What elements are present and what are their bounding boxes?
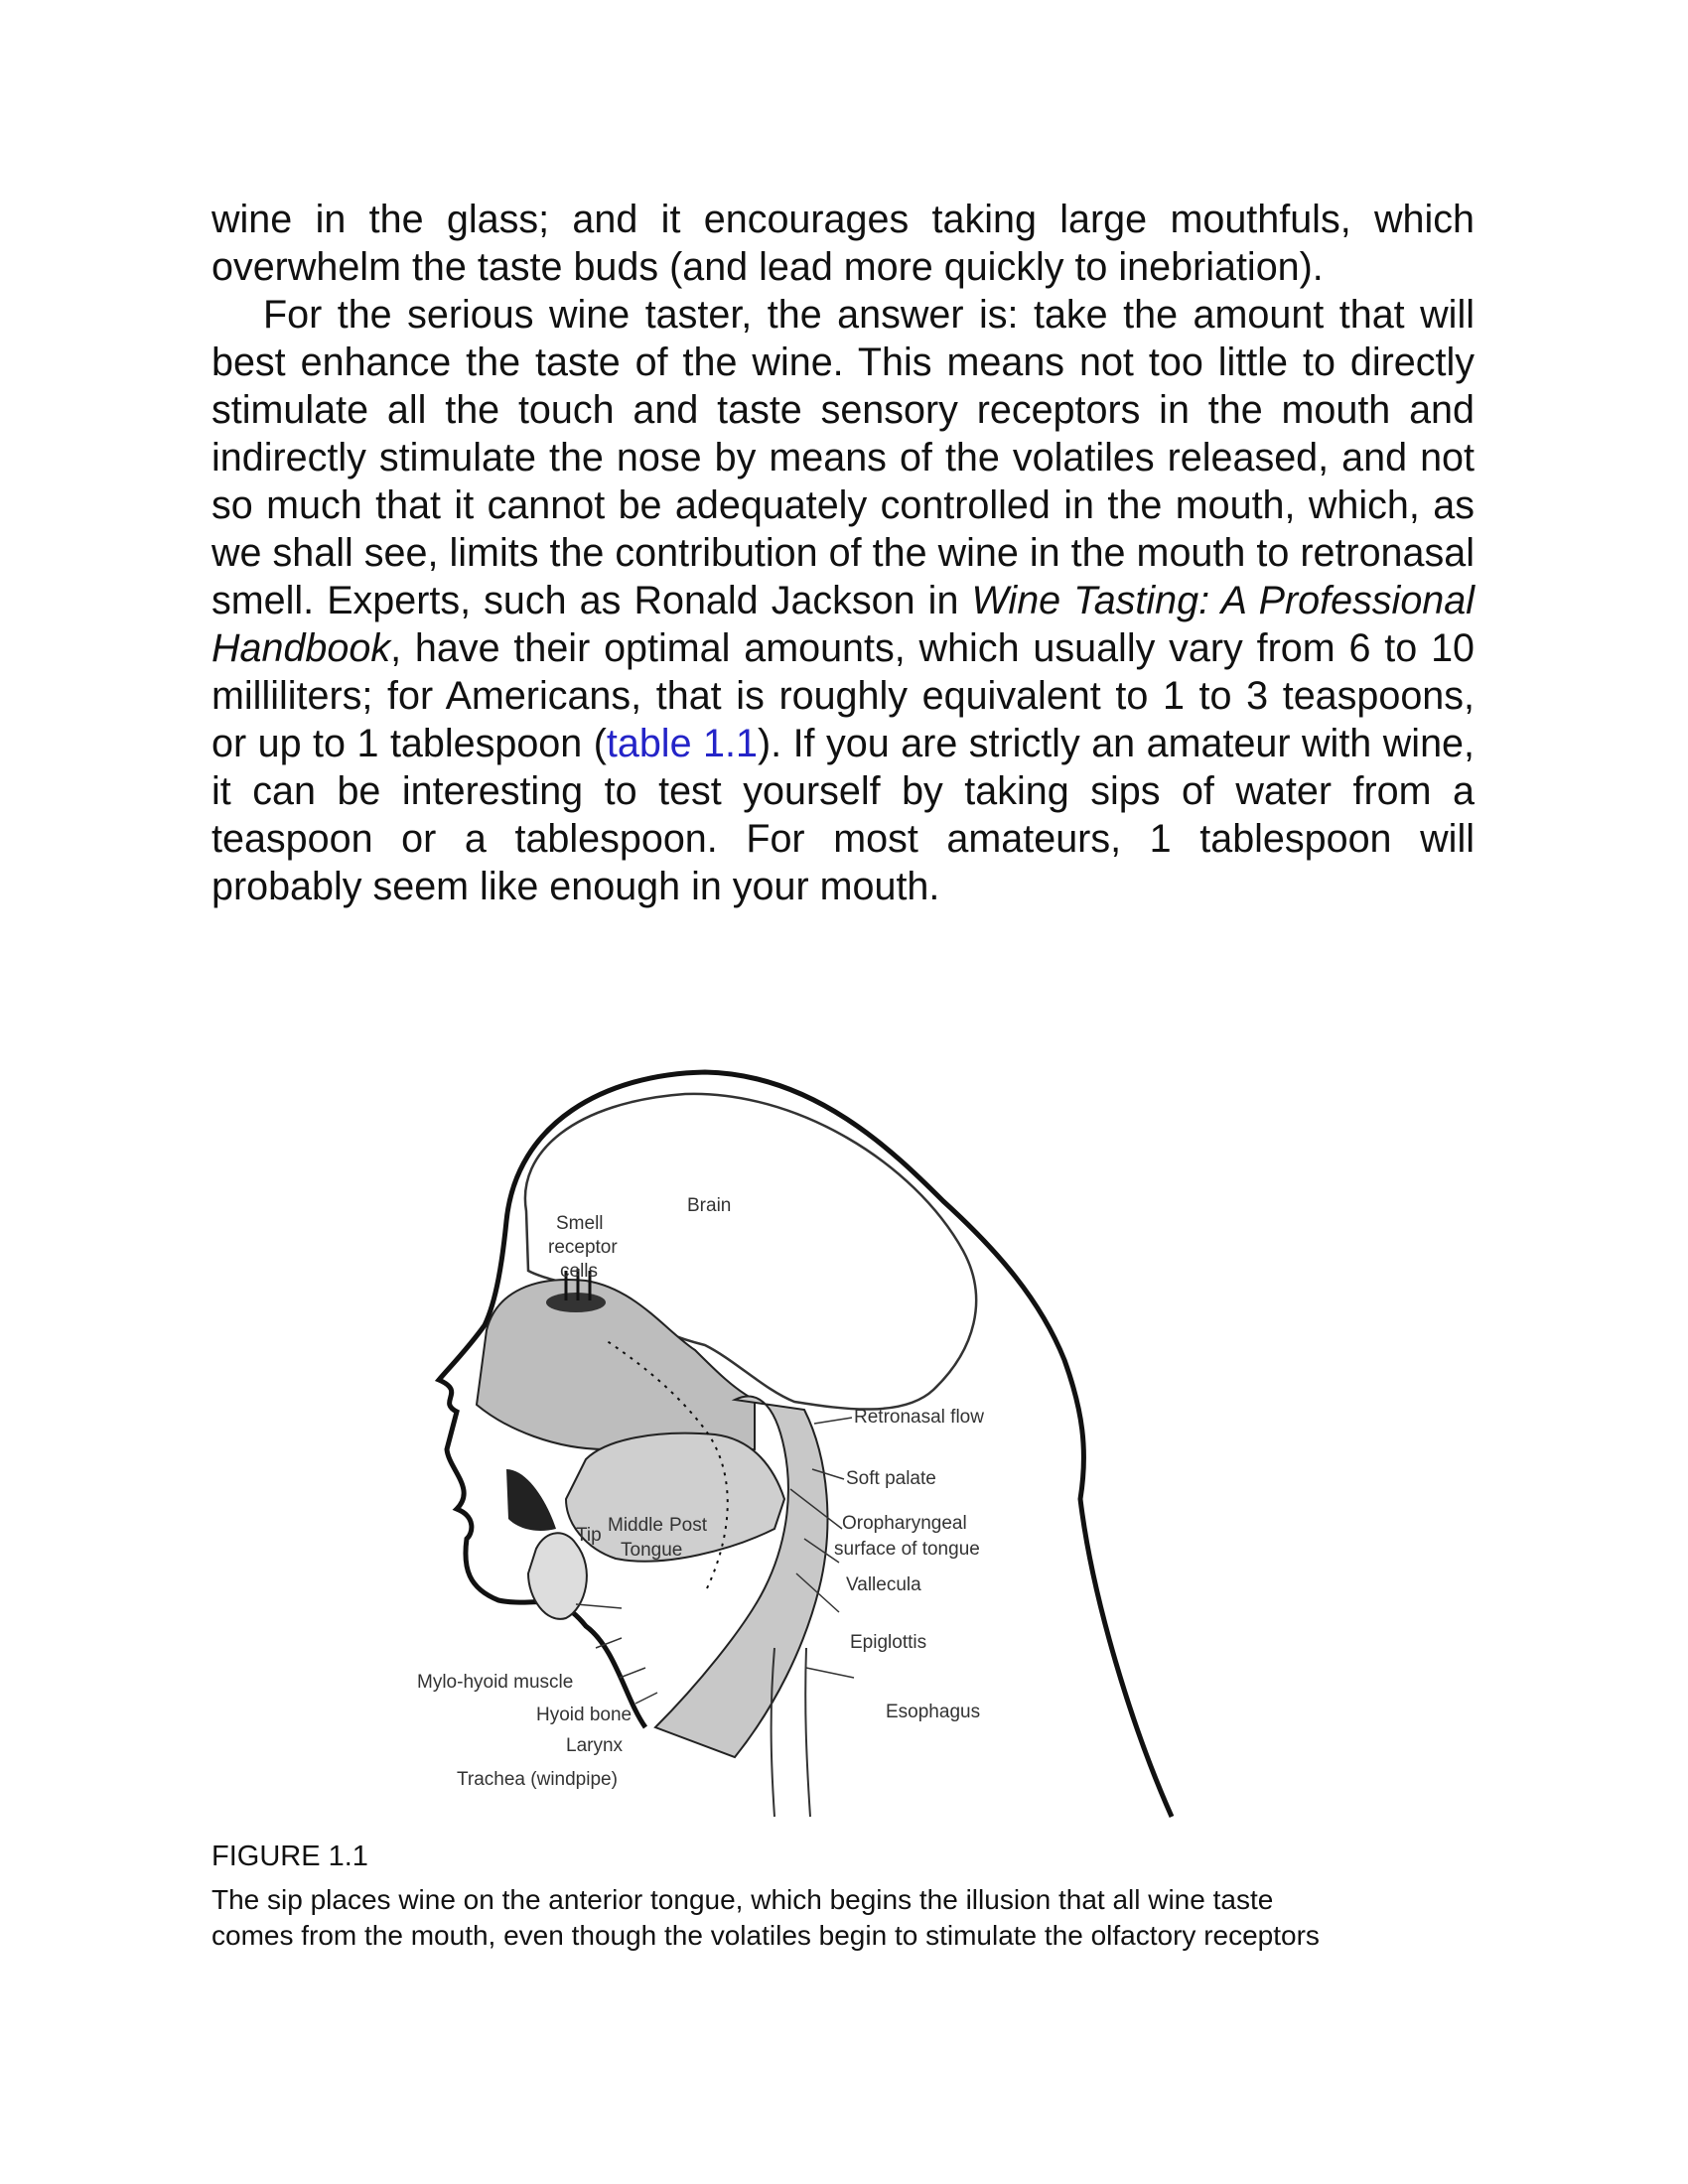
nasal-cavity (477, 1280, 755, 1451)
figure-caption (211, 1882, 1502, 1954)
label-smell-3: cells (560, 1261, 599, 1282)
label-soft-palate: Soft palate (846, 1468, 936, 1489)
caption-line-2: comes from the mouth, even though the volatiles begin to stimulate the olfactory receptors (211, 1920, 1320, 1951)
label-oro-1: Oropharyngeal (842, 1513, 967, 1534)
smell-receptor-cells (546, 1293, 606, 1312)
label-esophagus: Esophagus (886, 1702, 981, 1722)
label-post: Post (669, 1515, 708, 1536)
label-middle: Middle (608, 1515, 663, 1536)
label-smell-2: receptor (548, 1237, 618, 1258)
jaw-bone (528, 1533, 587, 1619)
label-trachea: Trachea (windpipe) (457, 1769, 618, 1790)
paragraph-2-part-c: ). If you are strictly an amateur with wine, it can be interesting to test yourself by taking sips of water from a teaspoon or a tablespoon. For most amateurs, 1 tablespoon will probably seem like enough in your mouth. (211, 722, 1475, 908)
table-reference-link[interactable]: table 1.1 (606, 722, 758, 765)
head-anatomy-figure (417, 1032, 1251, 1817)
label-vallecula: Vallecula (846, 1574, 921, 1595)
lips-dark (506, 1469, 556, 1531)
label-tongue: Tongue (621, 1540, 683, 1561)
paragraph-2-part-a: For the serious wine taster, the answer is: take the amount that will best enhance the taste of the wine. This means not too little to directly stimulate all the touch and taste sensory receptors in the mouth and indirectly stimulate the nose by means of the volatiles released, and not so much that it cannot be adequately controlled in the mouth, which, as we shall see, limits the contribution of the wine in the mouth to retronasal smell. Experts, such as Ronald Jackson in (211, 293, 1475, 622)
label-epiglottis: Epiglottis (850, 1632, 927, 1653)
paragraph-2 (211, 291, 1475, 910)
label-brain: Brain (687, 1195, 732, 1216)
label-smell-1: Smell (556, 1213, 604, 1234)
label-mylo: Mylo-hyoid muscle (417, 1672, 574, 1693)
figure-label: FIGURE 1.1 (211, 1841, 368, 1872)
paragraph-1: wine in the glass; and it encourages taking large mouthfuls, which overwhelm the taste buds (and lead more quickly to inebriation). (211, 198, 1475, 289)
label-larynx: Larynx (566, 1735, 624, 1756)
head-anatomy-diagram (417, 1032, 1251, 1817)
label-retronasal: Retronasal flow (854, 1407, 984, 1428)
label-hyoid: Hyoid bone (536, 1705, 633, 1725)
paragraph-2-part-b: , have their optimal amounts, which usually vary from 6 to 10 milliliters; for Americans, that is roughly equivalent to 1 to 3 teaspoons, or up to 1 tablespoon ( (211, 626, 1475, 765)
label-tip: Tip (576, 1525, 602, 1546)
caption-line-1: The sip places wine on the anterior tongue, which begins the illusion that all wine taste (211, 1884, 1274, 1915)
book-title: Wine Tasting: A Professional Handbook (211, 579, 1475, 670)
label-oro-2: surface of tongue (834, 1539, 980, 1560)
body-text (211, 196, 1475, 910)
